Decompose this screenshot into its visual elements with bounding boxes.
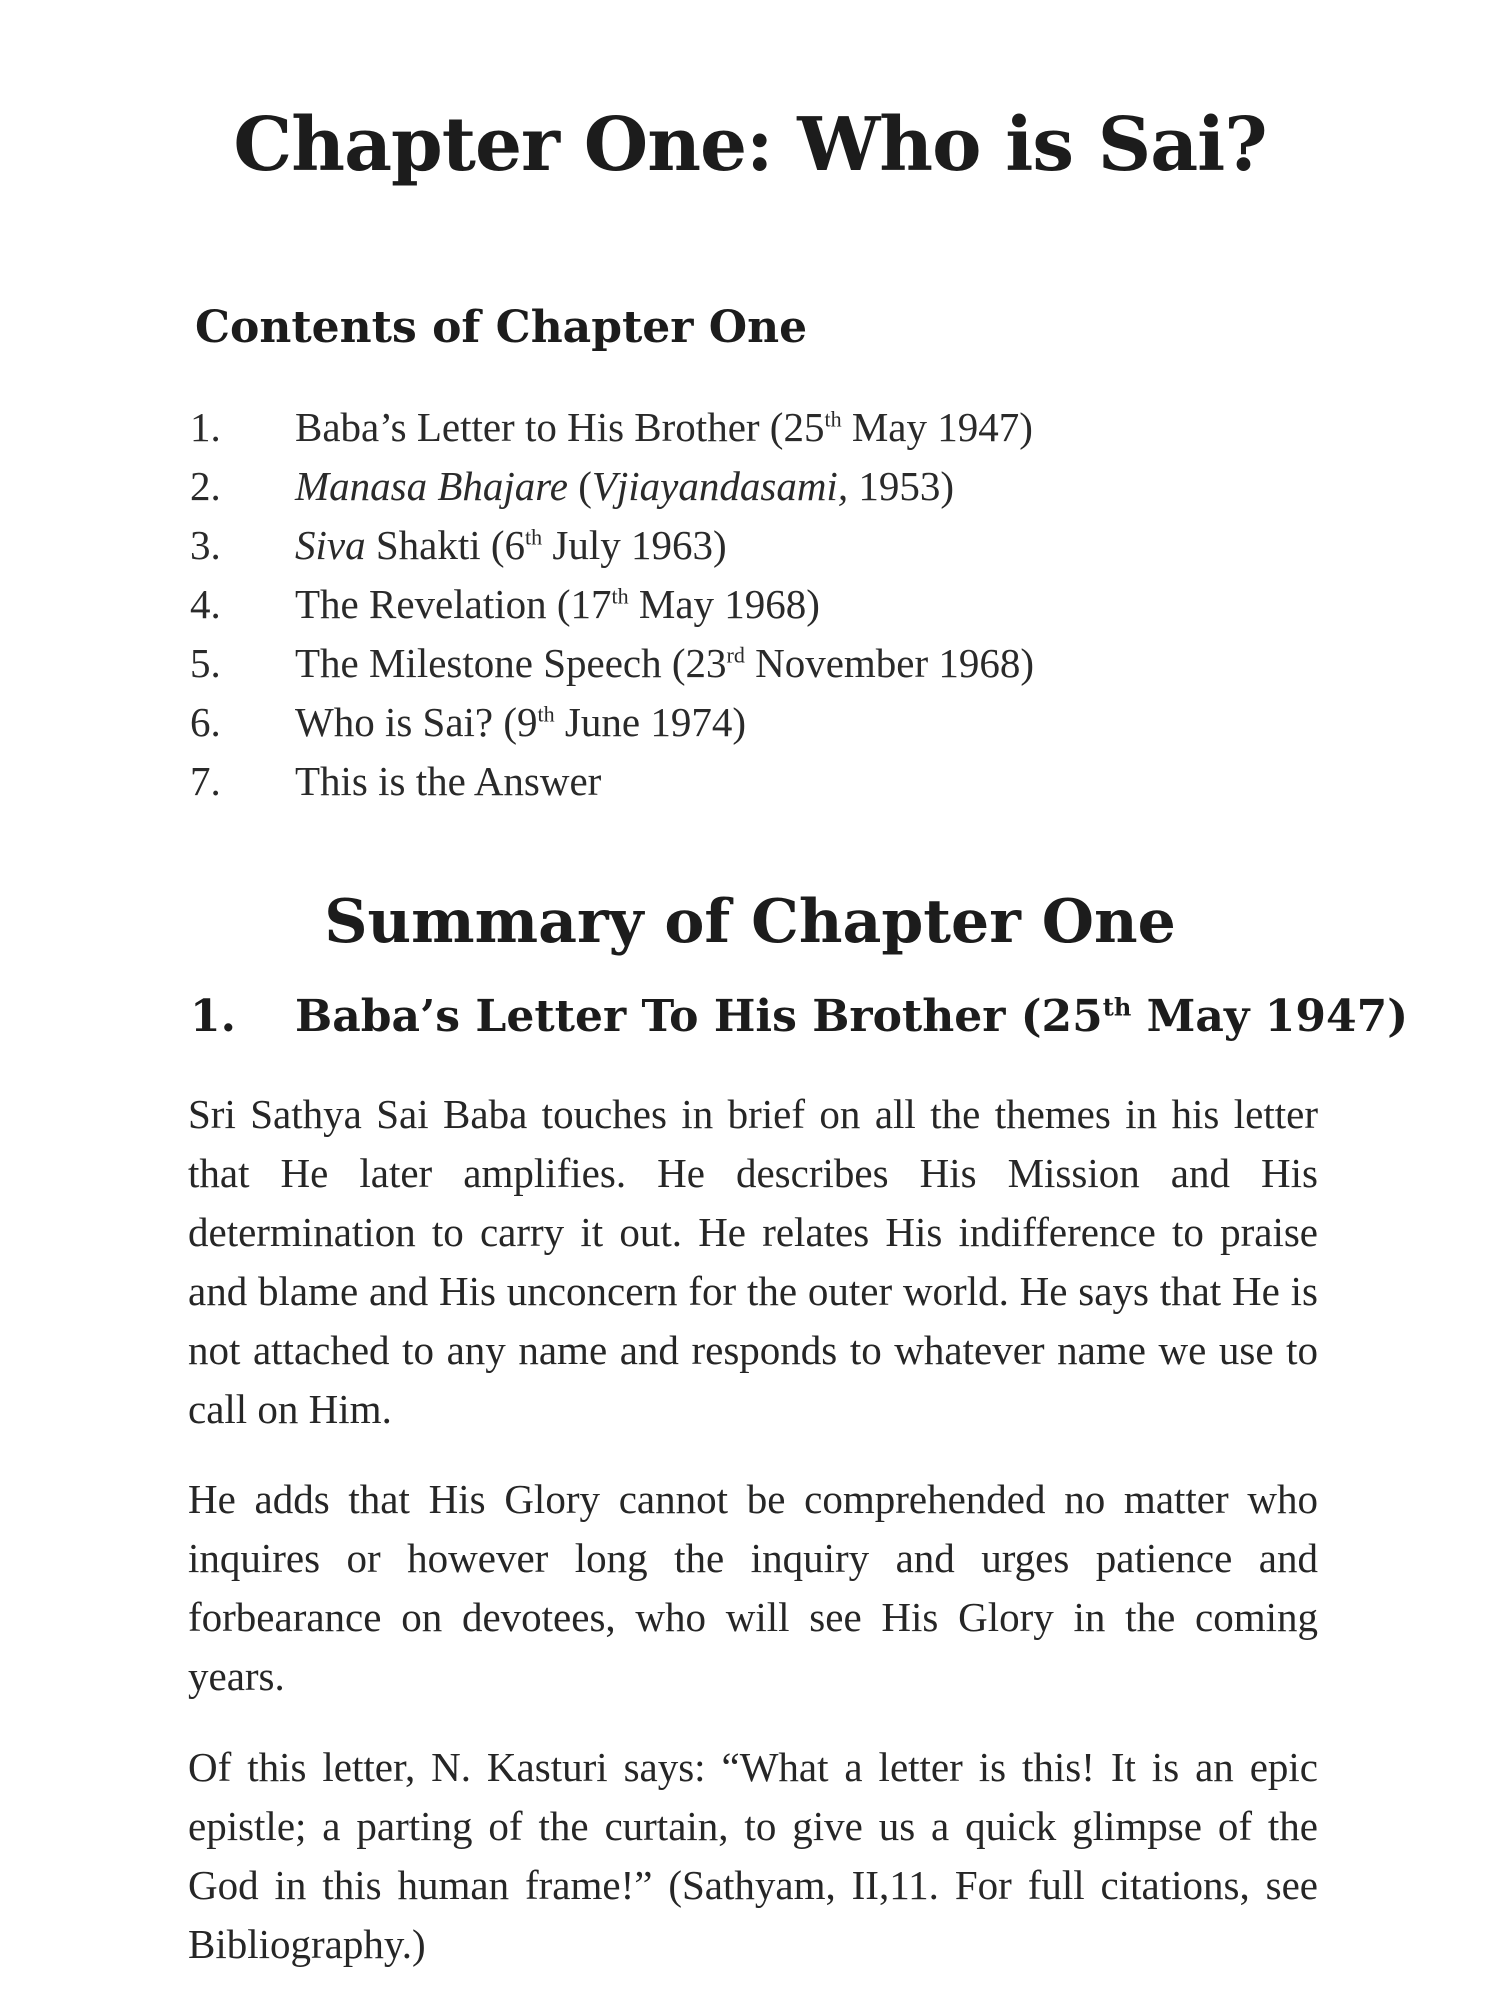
- toc-superscript: rd: [726, 642, 745, 668]
- toc-item-number: 3.: [190, 522, 221, 568]
- toc-item: [190, 693, 1034, 752]
- toc-title-text: July 1963): [542, 522, 727, 568]
- chapter-title: Chapter One: Who is Sai?: [233, 102, 1267, 188]
- summary-heading: Summary of Chapter One: [324, 887, 1176, 957]
- toc-item-title: [295, 634, 1034, 693]
- toc-item-number: 5.: [190, 640, 221, 686]
- toc-title-text: Baba’s Letter to His Brother (25: [295, 404, 825, 450]
- toc-title-text: June 1974): [554, 699, 746, 745]
- toc-item: [190, 634, 1034, 693]
- section-number: 1.: [190, 991, 236, 1042]
- toc-superscript: th: [537, 701, 555, 727]
- toc-item-number: 1.: [190, 404, 221, 450]
- toc-item-title: [295, 752, 601, 811]
- toc-superscript: th: [525, 524, 543, 550]
- contents-heading: Contents of Chapter One: [195, 302, 808, 353]
- toc-title-text: Siva: [295, 522, 366, 568]
- toc-title-text: Vjiayandasami,: [591, 463, 849, 509]
- section-title-main: Baba’s Letter To His Brother (25: [295, 991, 1103, 1042]
- toc-item: [190, 398, 1034, 457]
- toc-title-text: This is the Answer: [295, 758, 602, 804]
- summary-paragraph: He adds that His Glory cannot be comprehended no matter who inquires or however long the inquiry and urges patience and forbearance on devotees, who will see His Glory in the coming years.: [188, 1476, 1318, 1699]
- section-heading: [190, 987, 1408, 1047]
- toc-item-title: [295, 693, 746, 752]
- toc-item: [190, 752, 1034, 811]
- toc-item: [190, 575, 1034, 634]
- section-title-superscript: th: [1102, 992, 1132, 1022]
- toc-item-title: [295, 575, 820, 634]
- toc-title-text: Manasa Bhajare: [295, 463, 568, 509]
- toc-item-title: [295, 398, 1033, 457]
- toc-superscript: th: [824, 406, 842, 432]
- toc-item: [190, 457, 1034, 516]
- toc-title-text: November 1968): [744, 640, 1035, 686]
- toc-title-text: (: [567, 463, 592, 509]
- toc-item-number: 6.: [190, 699, 221, 745]
- toc-title-text: The Revelation (17: [295, 581, 612, 627]
- toc-item-number: 7.: [190, 758, 221, 804]
- toc-title-text: May 1968): [628, 581, 820, 627]
- toc-item-title: [295, 457, 954, 516]
- toc-title-text: Shakti (6: [365, 522, 526, 568]
- section-title-date: May 1947): [1131, 991, 1409, 1042]
- summary-paragraph: Of this letter, N. Kasturi says: “What a letter is this! It is an epic epistle; a parting of the curtain, to give us a quick glimpse of the God in this human frame!” (Sathyam, II,11. For full citations, see Bibliography.): [188, 1744, 1318, 1967]
- summary-paragraph: Sri Sathya Sai Baba touches in brief on all the themes in his letter that He later amplifies. He describes His Mission and His determination to carry it out. He relates His indifference to praise and blame and His unconcern for the outer world. He says that He is not attached to any name and responds to whatever name we use to call on Him.: [188, 1091, 1318, 1432]
- toc-title-text: 1953): [848, 463, 954, 509]
- toc-title-text: The Milestone Speech (23: [295, 640, 727, 686]
- toc-superscript: th: [611, 583, 629, 609]
- toc-title-text: May 1947): [841, 404, 1033, 450]
- toc-item-title: [295, 516, 727, 575]
- table-of-contents: [190, 398, 1034, 811]
- toc-title-text: Who is Sai? (9: [295, 699, 538, 745]
- toc-item: [190, 516, 1034, 575]
- toc-item-number: 4.: [190, 581, 221, 627]
- toc-item-number: 2.: [190, 463, 221, 509]
